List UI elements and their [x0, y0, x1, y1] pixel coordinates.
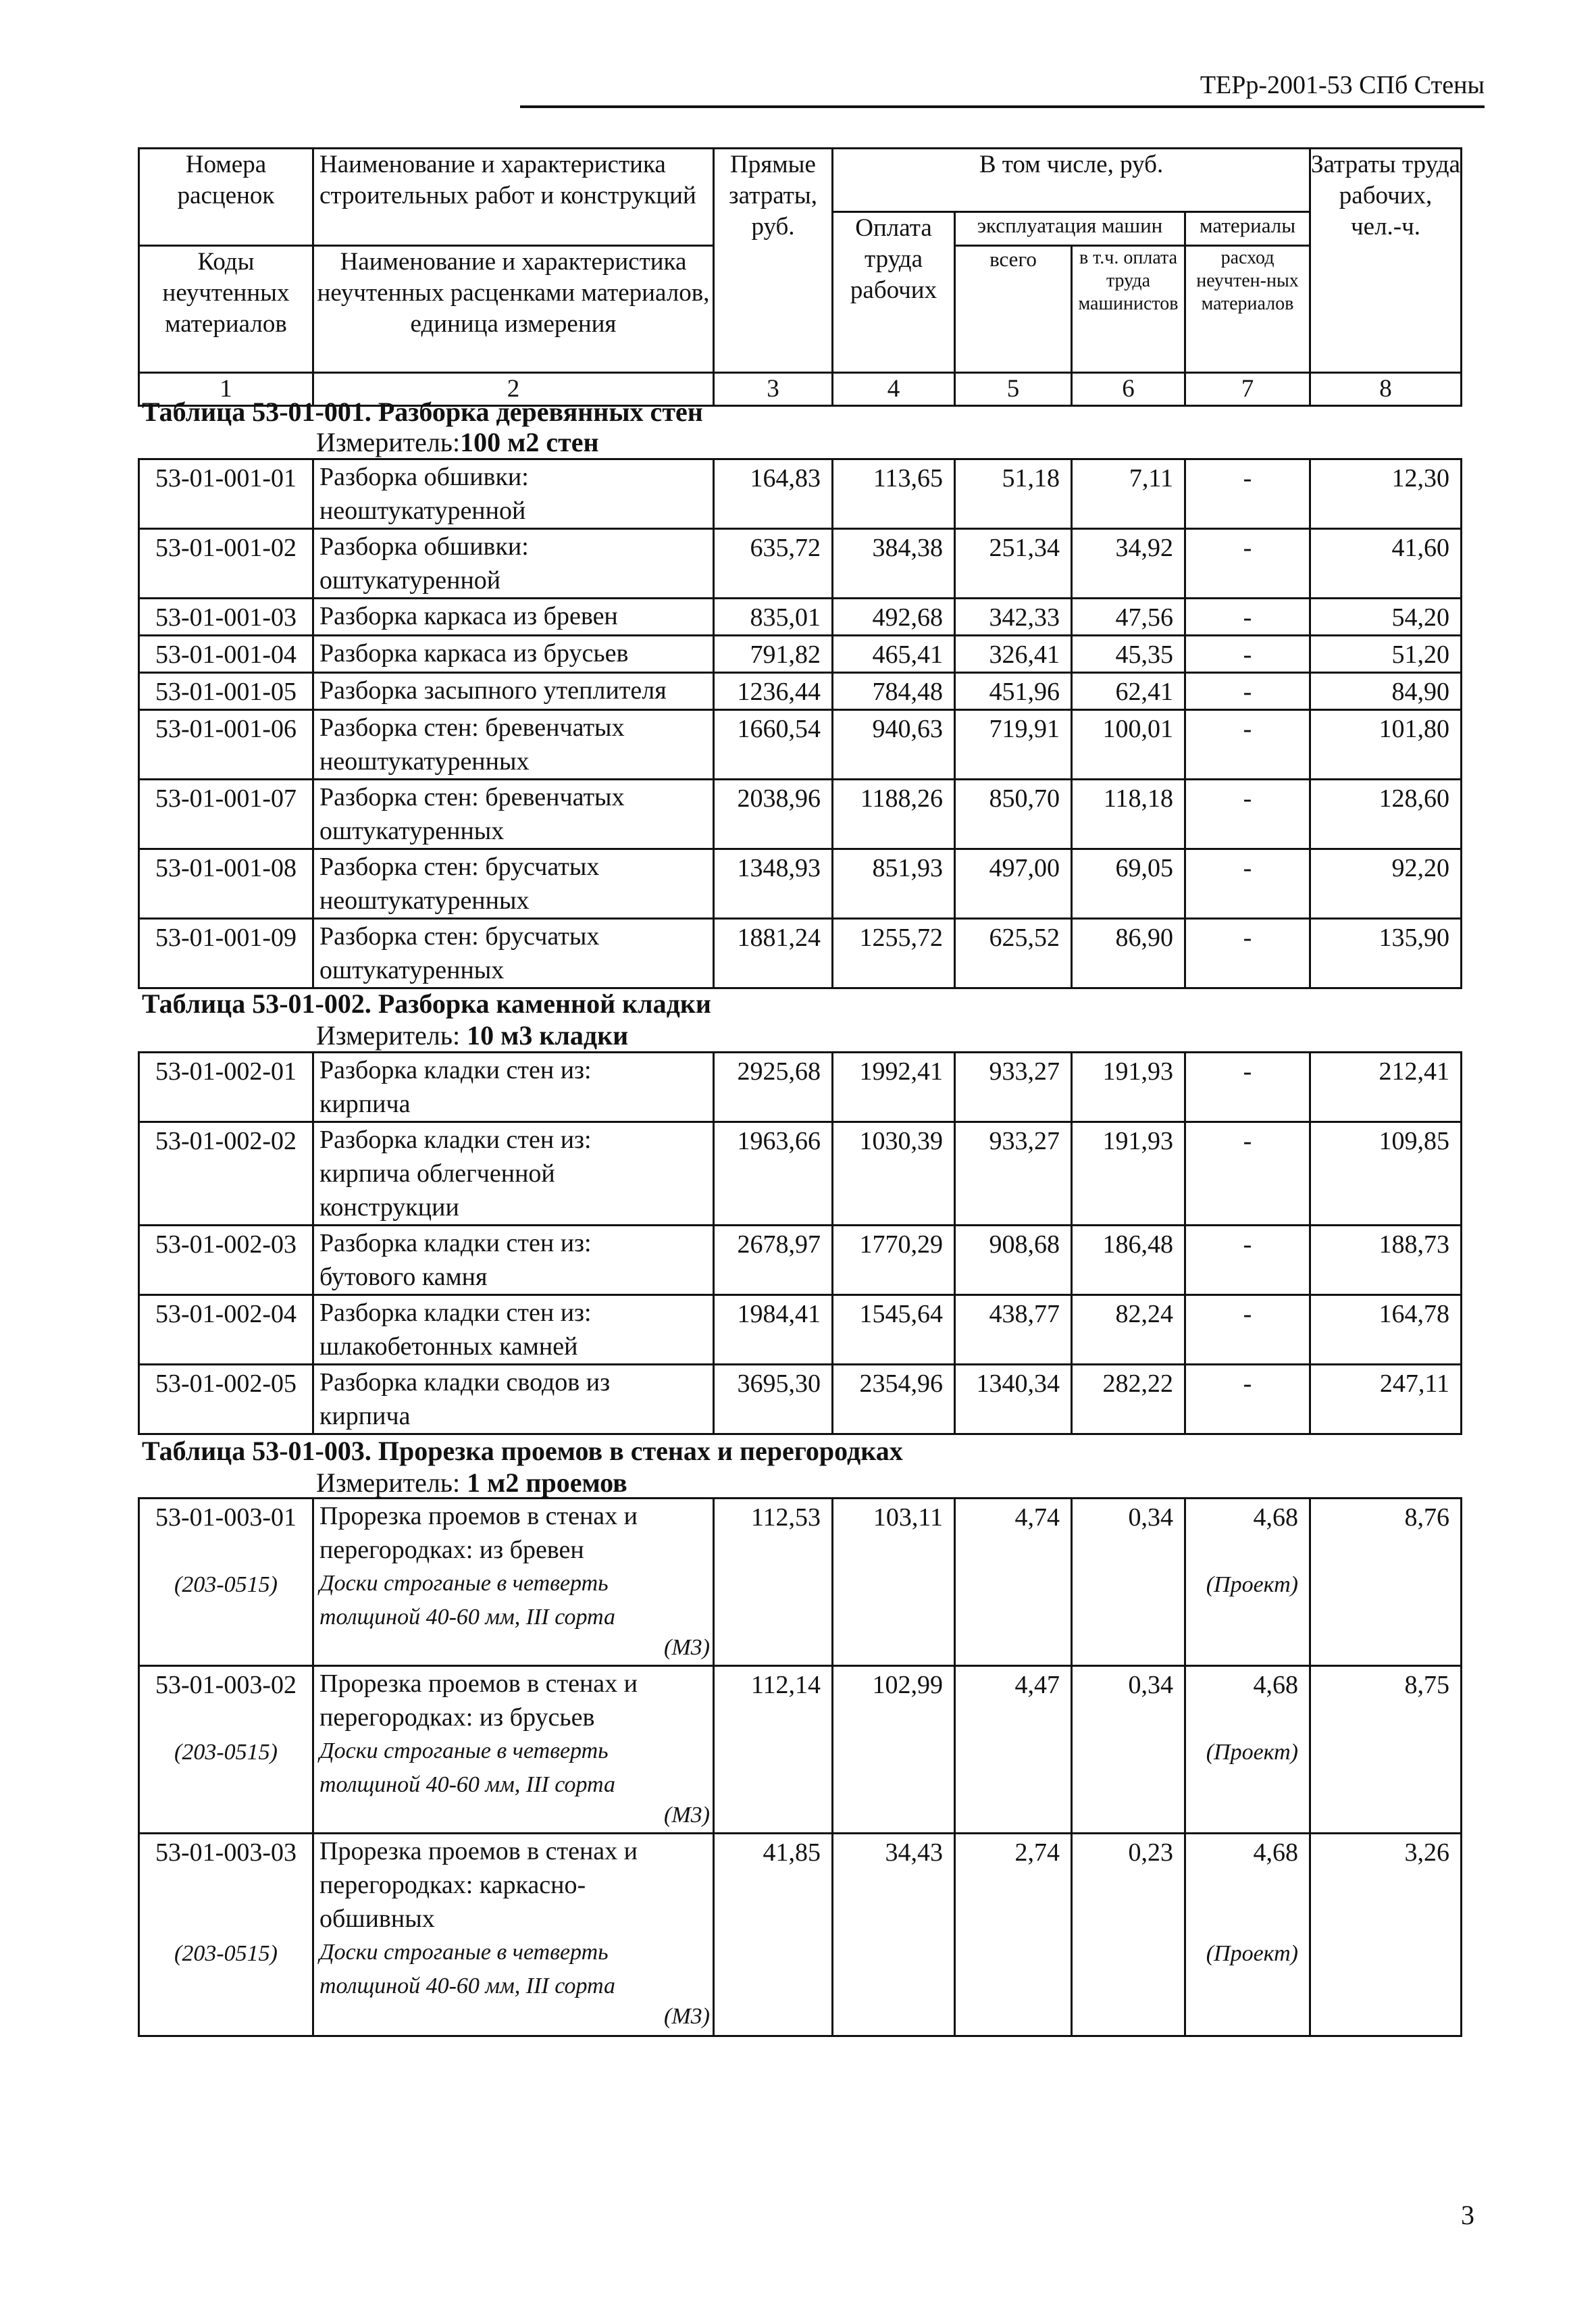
material-name: Доски строганые в четверть — [319, 1738, 609, 1763]
machinist-pay: 186,48 — [1072, 1226, 1185, 1295]
header-col-number: 3 — [714, 372, 833, 405]
material-note: (Проект) — [1206, 1740, 1298, 1765]
header-machinist-pay: в т.ч. оплата труда машинистов — [1072, 245, 1185, 372]
machines-total: 438,77 — [955, 1295, 1072, 1365]
machinist-pay: 0,34 — [1072, 1666, 1185, 1834]
work-name: Прорезка проемов в стенах и перегородках: из бревен Доски строганые в четверть толщиной 40-60 мм, III сорта (М3) — [313, 1499, 714, 1666]
machines-total: 908,68 — [955, 1226, 1072, 1295]
material-use: 4,68 (Проект) — [1185, 1834, 1310, 2036]
direct-cost: 1348,93 — [714, 849, 833, 919]
table-row — [139, 1053, 1462, 1122]
rate-code: 53-01-001-02 — [139, 529, 313, 599]
material-note: (Проект) — [1206, 1941, 1298, 1966]
header-direct-costs: Прямые затраты, руб. — [714, 149, 833, 373]
labor-pay: 1030,39 — [833, 1122, 955, 1226]
direct-cost: 835,01 — [714, 599, 833, 636]
machines-total: 625,52 — [955, 919, 1072, 988]
work-name: Разборка кладки сводов из кирпича — [313, 1365, 714, 1434]
material-name: Доски строганые в четверть — [319, 1940, 609, 1965]
direct-cost: 112,14 — [714, 1666, 833, 1834]
work-name: Прорезка проемов в стенах и перегородках: каркасно- обшивных Доски строганые в четверть толщиной 40-60 мм, III сорта (М3) — [313, 1834, 714, 2036]
rate-code: 53-01-001-05 — [139, 673, 313, 710]
labor-hours: 8,76 — [1310, 1499, 1462, 1666]
work-name: Разборка кладки стен из: бутового камня — [313, 1226, 714, 1295]
rates-table-53-01-002 — [138, 1051, 1462, 1435]
labor-hours: 247,11 — [1310, 1365, 1462, 1434]
table-row — [139, 1365, 1462, 1434]
rate-code: 53-01-001-03 — [139, 599, 313, 636]
machinist-pay: 282,22 — [1072, 1365, 1185, 1434]
machinist-pay: 69,05 — [1072, 849, 1185, 919]
header-machines: эксплуатация машин — [955, 211, 1185, 245]
machines-total: 342,33 — [955, 599, 1072, 636]
header-material-codes: Коды неучтенных материалов — [139, 245, 313, 372]
machines-total: 850,70 — [955, 780, 1072, 849]
machinist-pay: 7,11 — [1072, 459, 1185, 529]
table-row — [139, 1226, 1462, 1295]
material-use: - — [1185, 1226, 1310, 1295]
labor-pay: 1992,41 — [833, 1053, 955, 1122]
material-use: - — [1185, 849, 1310, 919]
material-note: (Проект) — [1206, 1572, 1298, 1597]
direct-cost: 2678,97 — [714, 1226, 833, 1295]
labor-pay: 113,65 — [833, 459, 955, 529]
direct-cost: 112,53 — [714, 1499, 833, 1666]
direct-cost: 1881,24 — [714, 919, 833, 988]
work-name: Разборка стен: брусчатых неоштукатуренных — [313, 849, 714, 919]
direct-cost: 164,83 — [714, 459, 833, 529]
measure-label: Измеритель: — [316, 427, 461, 457]
machines-total: 2,74 — [955, 1834, 1072, 2036]
work-name: Разборка кладки стен из: шлакобетонных камней — [313, 1295, 714, 1365]
rates-table-53-01-003 — [138, 1497, 1462, 2037]
work-name: Разборка обшивки: оштукатуренной — [313, 529, 714, 599]
direct-cost: 1236,44 — [714, 673, 833, 710]
machines-total: 719,91 — [955, 710, 1072, 780]
labor-pay: 851,93 — [833, 849, 955, 919]
table-row — [139, 673, 1462, 710]
machinist-pay: 47,56 — [1072, 599, 1185, 636]
direct-cost: 791,82 — [714, 636, 833, 673]
header-col-number: 6 — [1072, 372, 1185, 405]
header-col-number: 4 — [833, 372, 955, 405]
header-work-name: Наименование и характеристика строительных работ и конструкций — [313, 149, 714, 212]
header-labor-pay: Оплата труда рабочих — [833, 211, 955, 372]
material-unit: (М3) — [664, 1803, 710, 1828]
material-use: - — [1185, 1365, 1310, 1434]
rate-code: 53-01-003-01 (203-0515) — [139, 1499, 313, 1666]
column-header-table — [138, 147, 1462, 407]
rate-code: 53-01-001-08 — [139, 849, 313, 919]
header-material-name: Наименование и характеристика неучтенных расценками материалов, единица измерения — [313, 245, 714, 372]
rate-code: 53-01-001-07 — [139, 780, 313, 849]
rate-code: 53-01-003-03 (203-0515) — [139, 1834, 313, 2036]
labor-pay: 1188,26 — [833, 780, 955, 849]
machines-total: 497,00 — [955, 849, 1072, 919]
machines-total: 1340,34 — [955, 1365, 1072, 1434]
labor-pay: 102,99 — [833, 1666, 955, 1834]
table-row — [139, 849, 1462, 919]
section-title: Таблица 53-01-003. Прорезка проемов в стенах и перегородках — [142, 1436, 903, 1466]
labor-pay: 784,48 — [833, 673, 955, 710]
labor-pay: 465,41 — [833, 636, 955, 673]
work-name: Разборка каркаса из бревен — [313, 599, 714, 636]
material-use: - — [1185, 529, 1310, 599]
material-name: Доски строганые в четверть — [319, 1571, 609, 1596]
machines-total: 451,96 — [955, 673, 1072, 710]
labor-hours: 128,60 — [1310, 780, 1462, 849]
labor-pay: 384,38 — [833, 529, 955, 599]
direct-cost: 1963,66 — [714, 1122, 833, 1226]
table-row — [139, 1122, 1462, 1226]
table-row — [139, 599, 1462, 636]
machinist-pay: 62,41 — [1072, 673, 1185, 710]
header-material-use: расход неучтен-ных материалов — [1185, 245, 1310, 372]
rate-code: 53-01-003-02 (203-0515) — [139, 1666, 313, 1834]
table-row — [139, 1499, 1462, 1666]
material-use: - — [1185, 919, 1310, 988]
header-including: В том числе, руб. — [833, 149, 1310, 212]
direct-cost: 2038,96 — [714, 780, 833, 849]
labor-pay: 1770,29 — [833, 1226, 955, 1295]
work-name: Разборка стен: бревенчатых оштукатуренных — [313, 780, 714, 849]
work-name: Прорезка проемов в стенах и перегородках: из брусьев Доски строганые в четверть толщиной 40-60 мм, III сорта (М3) — [313, 1666, 714, 1834]
machines-total: 933,27 — [955, 1122, 1072, 1226]
direct-cost: 635,72 — [714, 529, 833, 599]
table-row — [139, 780, 1462, 849]
section-title: Таблица 53-01-001. Разборка деревянных стен — [142, 397, 703, 427]
rate-code: 53-01-001-06 — [139, 710, 313, 780]
table-row — [139, 1295, 1462, 1365]
section-title: Таблица 53-01-002. Разборка каменной кладки — [142, 988, 711, 1019]
machines-total: 4,74 — [955, 1499, 1072, 1666]
header-col-number: 8 — [1310, 372, 1462, 405]
material-use: - — [1185, 599, 1310, 636]
machinist-pay: 0,23 — [1072, 1834, 1185, 2036]
work-name: Разборка засыпного утеплителя — [313, 673, 714, 710]
labor-hours: 41,60 — [1310, 529, 1462, 599]
rate-code: 53-01-002-05 — [139, 1365, 313, 1434]
work-name: Разборка каркаса из брусьев — [313, 636, 714, 673]
machinist-pay: 191,93 — [1072, 1122, 1185, 1226]
work-name: Разборка кладки стен из: кирпича — [313, 1053, 714, 1122]
table-row — [139, 636, 1462, 673]
labor-hours: 92,20 — [1310, 849, 1462, 919]
measure-label: Измеритель: — [316, 1020, 461, 1051]
material-code: (203-0515) — [174, 1572, 278, 1597]
direct-cost: 1984,41 — [714, 1295, 833, 1365]
material-use: - — [1185, 1122, 1310, 1226]
material-unit: (М3) — [664, 1635, 710, 1660]
machinist-pay: 118,18 — [1072, 780, 1185, 849]
labor-pay: 940,63 — [833, 710, 955, 780]
rate-code: 53-01-001-04 — [139, 636, 313, 673]
rates-table-53-01-001 — [138, 458, 1462, 989]
header-col-number: 5 — [955, 372, 1072, 405]
rate-code: 53-01-002-04 — [139, 1295, 313, 1365]
machines-total: 251,34 — [955, 529, 1072, 599]
labor-hours: 101,80 — [1310, 710, 1462, 780]
labor-hours: 3,26 — [1310, 1834, 1462, 2036]
table-row — [139, 459, 1462, 529]
material-code: (203-0515) — [174, 1941, 278, 1966]
direct-cost: 41,85 — [714, 1834, 833, 2036]
table-row — [139, 710, 1462, 780]
labor-hours: 212,41 — [1310, 1053, 1462, 1122]
labor-pay: 492,68 — [833, 599, 955, 636]
header-col-number: 2 — [313, 372, 714, 405]
page-number: 3 — [1461, 2200, 1474, 2230]
labor-hours: 188,73 — [1310, 1226, 1462, 1295]
machines-total: 51,18 — [955, 459, 1072, 529]
labor-pay: 1545,64 — [833, 1295, 955, 1365]
table-row — [139, 1834, 1462, 2036]
machines-total: 4,47 — [955, 1666, 1072, 1834]
labor-hours: 84,90 — [1310, 673, 1462, 710]
section-measure — [316, 1467, 627, 1499]
header-col-number: 1 — [139, 372, 313, 405]
work-name: Разборка кладки стен из: кирпича облегченной конструкции — [313, 1122, 714, 1226]
measure-value: 1 м2 проемов — [467, 1467, 627, 1498]
labor-hours: 51,20 — [1310, 636, 1462, 673]
machinist-pay: 34,92 — [1072, 529, 1185, 599]
labor-hours: 12,30 — [1310, 459, 1462, 529]
machinist-pay: 191,93 — [1072, 1053, 1185, 1122]
labor-hours: 54,20 — [1310, 599, 1462, 636]
material-use: - — [1185, 636, 1310, 673]
material-use: - — [1185, 780, 1310, 849]
rate-code: 53-01-002-03 — [139, 1226, 313, 1295]
measure-value: 100 м2 стен — [460, 427, 599, 457]
material-use: - — [1185, 459, 1310, 529]
rate-code: 53-01-001-09 — [139, 919, 313, 988]
material-code: (203-0515) — [174, 1740, 278, 1765]
material-use: - — [1185, 673, 1310, 710]
labor-hours: 135,90 — [1310, 919, 1462, 988]
material-use: 4,68 (Проект) — [1185, 1499, 1310, 1666]
material-unit: (М3) — [664, 2004, 710, 2029]
running-head: ТЕРр-2001-53 СПб Стены — [520, 68, 1485, 108]
measure-value: 10 м3 кладки — [467, 1020, 629, 1051]
labor-pay: 103,11 — [833, 1499, 955, 1666]
header-materials: материалы — [1185, 211, 1310, 245]
section-measure — [316, 427, 599, 458]
header-rate-numbers: Номера расценок — [139, 149, 313, 212]
labor-hours: 109,85 — [1310, 1122, 1462, 1226]
machines-total: 933,27 — [955, 1053, 1072, 1122]
labor-pay: 1255,72 — [833, 919, 955, 988]
machinist-pay: 0,34 — [1072, 1499, 1185, 1666]
labor-hours: 164,78 — [1310, 1295, 1462, 1365]
labor-pay: 34,43 — [833, 1834, 955, 2036]
material-use: - — [1185, 1053, 1310, 1122]
work-name: Разборка стен: брусчатых оштукатуренных — [313, 919, 714, 988]
material-use: - — [1185, 710, 1310, 780]
machinist-pay: 86,90 — [1072, 919, 1185, 988]
direct-cost: 3695,30 — [714, 1365, 833, 1434]
table-row — [139, 1666, 1462, 1834]
header-machines-total: всего — [955, 245, 1072, 372]
measure-label: Измеритель: — [316, 1467, 461, 1498]
work-name: Разборка обшивки: неоштукатуренной — [313, 459, 714, 529]
labor-pay: 2354,96 — [833, 1365, 955, 1434]
material-use: 4,68 (Проект) — [1185, 1666, 1310, 1834]
table-row — [139, 529, 1462, 599]
table-row — [139, 919, 1462, 988]
direct-cost: 2925,68 — [714, 1053, 833, 1122]
rate-code: 53-01-002-01 — [139, 1053, 313, 1122]
rate-code: 53-01-002-02 — [139, 1122, 313, 1226]
machinist-pay: 100,01 — [1072, 710, 1185, 780]
machinist-pay: 82,24 — [1072, 1295, 1185, 1365]
machines-total: 326,41 — [955, 636, 1072, 673]
header-labor-hours: Затраты труда рабочих, чел.-ч. — [1310, 149, 1462, 373]
machinist-pay: 45,35 — [1072, 636, 1185, 673]
direct-cost: 1660,54 — [714, 710, 833, 780]
labor-hours: 8,75 — [1310, 1666, 1462, 1834]
material-use: - — [1185, 1295, 1310, 1365]
section-measure — [316, 1020, 628, 1051]
rate-code: 53-01-001-01 — [139, 459, 313, 529]
work-name: Разборка стен: бревенчатых неоштукатуренных — [313, 710, 714, 780]
header-col-number: 7 — [1185, 372, 1310, 405]
